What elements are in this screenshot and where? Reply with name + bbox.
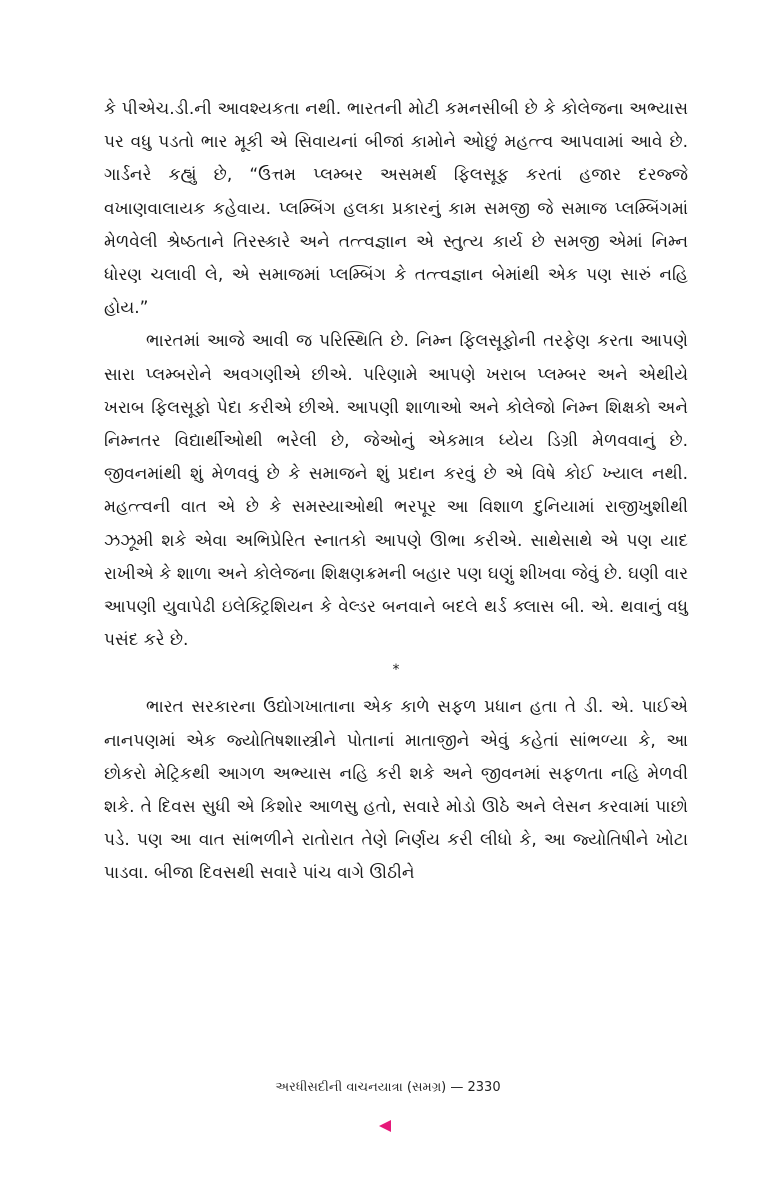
page-footer: અરધીસદીની વાચનયાત્રા (સમગ્ર) — 2330: [275, 1080, 501, 1095]
section-separator: *: [392, 662, 400, 679]
page-body: [104, 93, 688, 891]
paragraph-3: ભારત સરકારના ઉદ્યોગખાતાના એક કાળે સફળ પ્રધાન હતા તે ડી. એ. પાઈએ નાનપણમાં એક જ્યોતિષશાસ્ત્રીને પોતાનાં માતાજીને એવું કહેતાં સાંભળ્યા કે, આ છોકરો મેટ્રિકથી આગળ અભ્યાસ નહિ કરી શકે અને જીવનમાં સફળતા નહિ મેળવી શકે. તે દિવસ સુધી એ કિશોર આળસુ હતો, સવારે મોડો ઊઠે અને લેસન કરવામાં પાછો પડે. પણ આ વાત સાંભળીને રાતોરાત તેણે નિર્ણય કરી લીધો કે, આ જ્યોતિષીને ખોટા પાડવા. બીજા દિવસથી સવારે પાંચ વાગે ઊઠીને: [104, 697, 688, 884]
paragraph-1: કે પીએચ.ડી.ની આવશ્યકતા નથી. ભારતની મોટી કમનસીબી છે કે કોલેજના અભ્યાસ પર વધુ પડતો ભાર મૂકી એ સિવાયનાં બીજાં કામોને ઓછું મહત્ત્વ આપવામાં આવે છે. ગાર્ડનરે કહ્યું છે, “ઉત્તમ પ્લમ્બર અસમર્થ ફિલસૂફ કરતાં હજાર દરજ્જે વખાણવાલાયક કહેવાય. પ્લમ્બિંગ હલકા પ્રકારનું કામ સમજી જે સમાજ પ્લમ્બિંગમાં મેળવેલી શ્રેષ્ઠતાને તિરસ્કારે અને તત્ત્વજ્ઞાન એ સ્તુત્ય કાર્ય છે સમજી એમાં નિમ્ન ધોરણ ચલાવી લે, એ સમાજમાં પ્લમ્બિંગ કે તત્ત્વજ્ઞાન બેમાંથી એક પણ સારું નહિ હોય.”: [104, 99, 688, 319]
paragraph-2: ભારતમાં આજે આવી જ પરિસ્થિતિ છે. નિમ્ન ફિલસૂફોની તરફેણ કરતા આપણે સારા પ્લમ્બરોને અવગણીએ છીએ. પરિણામે આપણે ખરાબ પ્લમ્બર અને એથીયે ખરાબ ફિલસૂફો પેદા કરીએ છીએ. આપણી શાળાઓ અને કોલેજો નિમ્ન શિક્ષકો અને નિમ્નતર વિદ્યાર્થીઓથી ભરેલી છે, જેઓનું એકમાત્ર ધ્યેય ડિગ્રી મેળવવાનું છે. જીવનમાંથી શું મેળવવું છે કે સમાજને શું પ્રદાન કરવું છે એ વિષે કોઈ ખ્યાલ નથી. મહત્ત્વની વાત એ છે કે સમસ્યાઓથી ભરપૂર આ વિશાળ દુનિયામાં રાજીખુશીથી ઝઝૂમી શકે એવા અભિપ્રેરિત સ્નાતકો આપણે ઊભા કરીએ. સાથેસાથે એ પણ યાદ રાખીએ કે શાળા અને કોલેજના શિક્ષણક્રમની બહાર પણ ઘણું શીખવા જેવું છે. ઘણી વાર આપણી યુવાપેઢી ઇલેક્ટ્રિશિયન કે વેલ્ડર બનવાને બદલે થર્ડ ક્લાસ બી. એ. થવાનું વધુ પસંદ કરે છે.: [104, 331, 688, 651]
previous-page-arrow-icon[interactable]: [379, 1120, 391, 1132]
